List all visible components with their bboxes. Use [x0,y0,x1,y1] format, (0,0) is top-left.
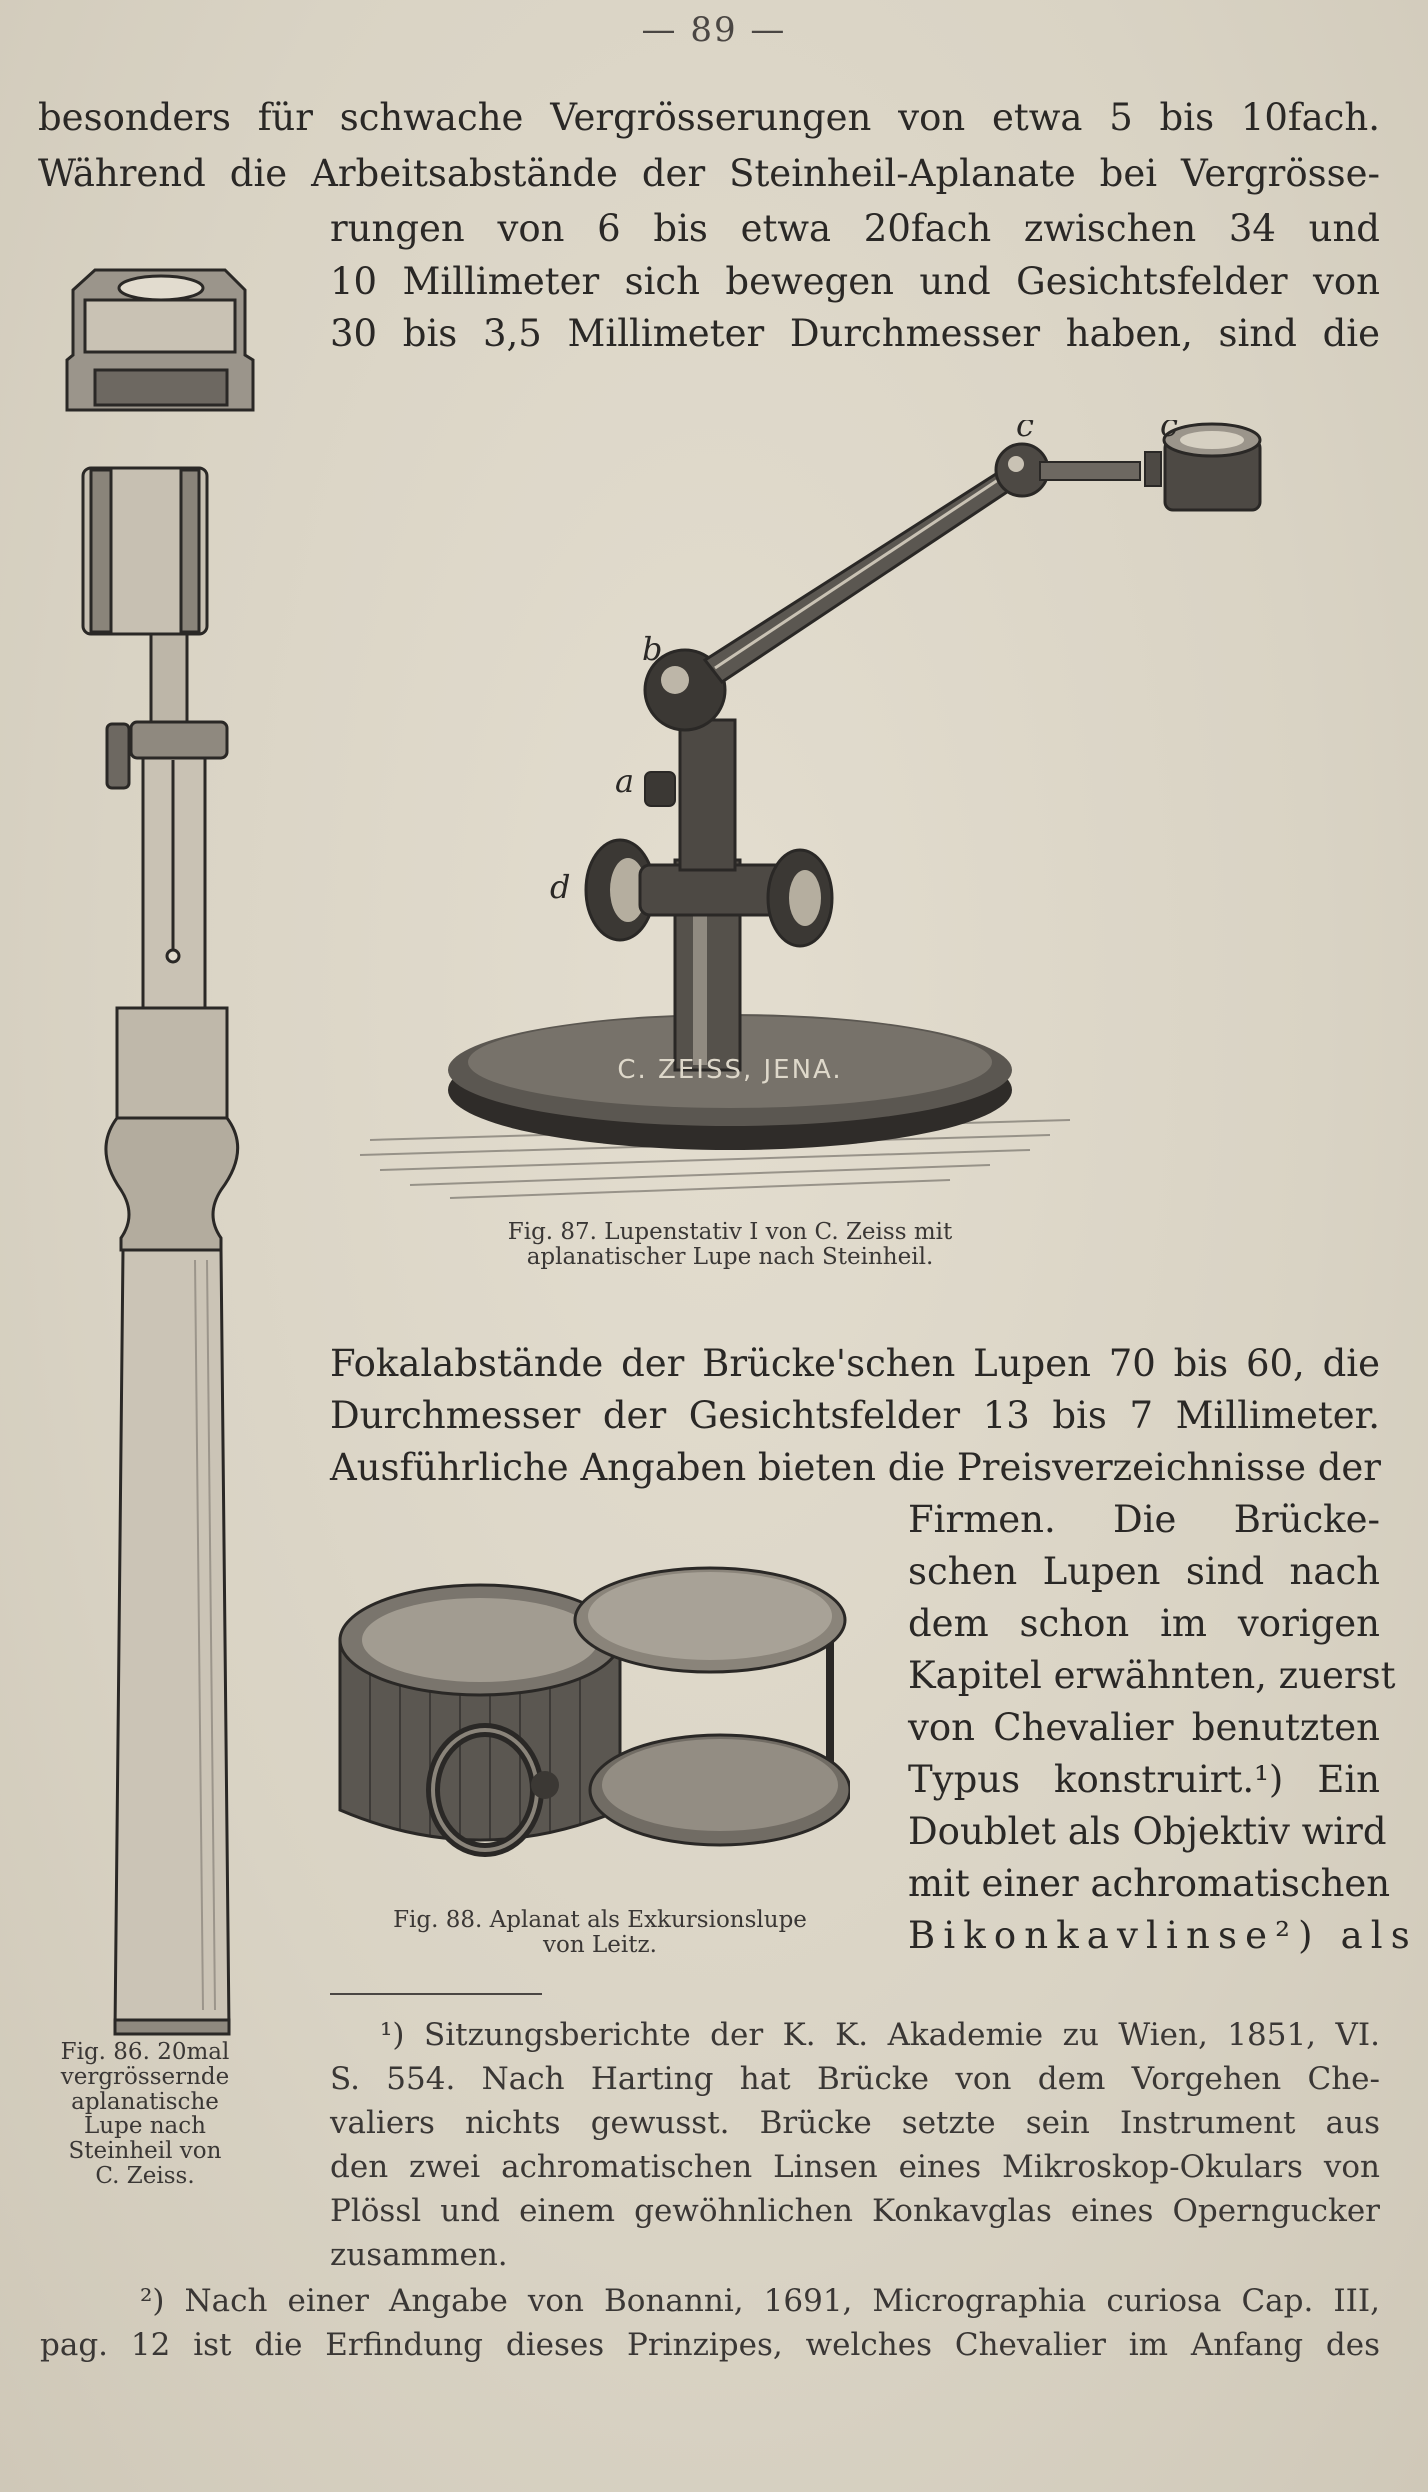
text-line: mit einer achromatischen [908,1862,1391,1905]
caption-line: Fig. 86. 20mal [60,2039,230,2065]
figure-86-illustration [55,260,265,2040]
text-line: Firmen. Die Brücke- [908,1498,1380,1541]
figure-87-caption [360,1220,1100,1270]
label-letter-b: b [642,630,663,668]
figure-88-illustration [330,1550,850,1890]
figure-86-caption [30,2040,260,2189]
text-line: Während die Arbeitsabstände der Steinheil-Aplanate bei Vergrösse- [38,152,1380,195]
caption-line: von Leitz. [543,1931,657,1958]
text-line: besonders für schwache Vergrösserungen von etwa 5 bis 10fach. [38,96,1380,139]
footnote-line: valiers nichts gewusst. Brücke setzte sein Instrument aus [330,2105,1380,2141]
text-line: Doublet als Objektiv wird [908,1810,1387,1853]
text-line: Ausführliche Angaben bieten die Preisverzeichnisse der [330,1446,1381,1489]
text-line: dem schon im vorigen [908,1602,1380,1645]
footnote-line: pag. 12 ist die Erfindung dieses Prinzipes, welches Chevalier im Anfang des [40,2327,1380,2363]
text-line: Durchmesser der Gesichtsfelder 13 bis 7 Millimeter. [330,1394,1380,1437]
text-line: 10 Millimeter sich bewegen und Gesichtsfelder von [330,260,1380,303]
label-letter-c: c [1016,420,1034,444]
caption-line: aplanatische [71,2088,219,2115]
caption-line: Steinheil von [68,2138,222,2165]
footnote-rule [330,1993,542,1995]
footnote-line: S. 554. Nach Harting hat Brücke von dem Vorgehen Che- [330,2061,1380,2097]
caption-line: Fig. 87. Lupenstativ I von C. Zeiss mit [507,1219,953,1245]
caption-line: Lupe nach [84,2113,206,2140]
page-number: — 89 — [641,10,787,50]
footnote-line: ²) Nach einer Angabe von Bonanni, 1691, Micrographia curiosa Cap. III, [140,2283,1380,2319]
text-line: 30 bis 3,5 Millimeter Durchmesser haben, sind die [330,312,1380,355]
text-line: Kapitel erwähnten, zuerst [908,1654,1396,1697]
caption-line: aplanatischer Lupe nach Steinheil. [526,1243,934,1270]
caption-line: vergrössernde [60,2063,230,2090]
caption-line: C. Zeiss. [95,2163,195,2190]
text-line: Fokalabstände der Brücke'schen Lupen 70 bis 60, die [330,1342,1380,1385]
base-label: C. ZEISS, JENA. [617,1055,843,1085]
footnote-line: den zwei achromatischen Linsen eines Mikroskop-Okulars von [330,2149,1380,2185]
figure-88-caption [330,1908,870,1958]
footnote-line: Plössl und einem gewöhnlichen Konkavglas eines Operngucker [330,2193,1380,2229]
label-letter-a: a [615,762,635,800]
text-line: von Chevalier benutzten [908,1706,1380,1749]
text-line: schen Lupen sind nach [908,1550,1380,1593]
footnote-line: zusammen. [330,2237,508,2273]
label-letter-c: c [1160,420,1178,444]
label-letter-d: d [550,868,571,906]
footnote-line: ¹) Sitzungsberichte der K. K. Akademie zu Wien, 1851, VI. [380,2017,1380,2053]
text-line: Bikonkavlinse²) als [908,1914,1418,1957]
text-line: Typus konstruirt.¹) Ein [908,1758,1380,1801]
caption-line: Fig. 88. Aplanat als Exkursionslupe [393,1907,807,1933]
text-line: rungen von 6 bis etwa 20fach zwischen 34 und [330,207,1380,250]
figure-87-illustration [350,420,1300,1220]
